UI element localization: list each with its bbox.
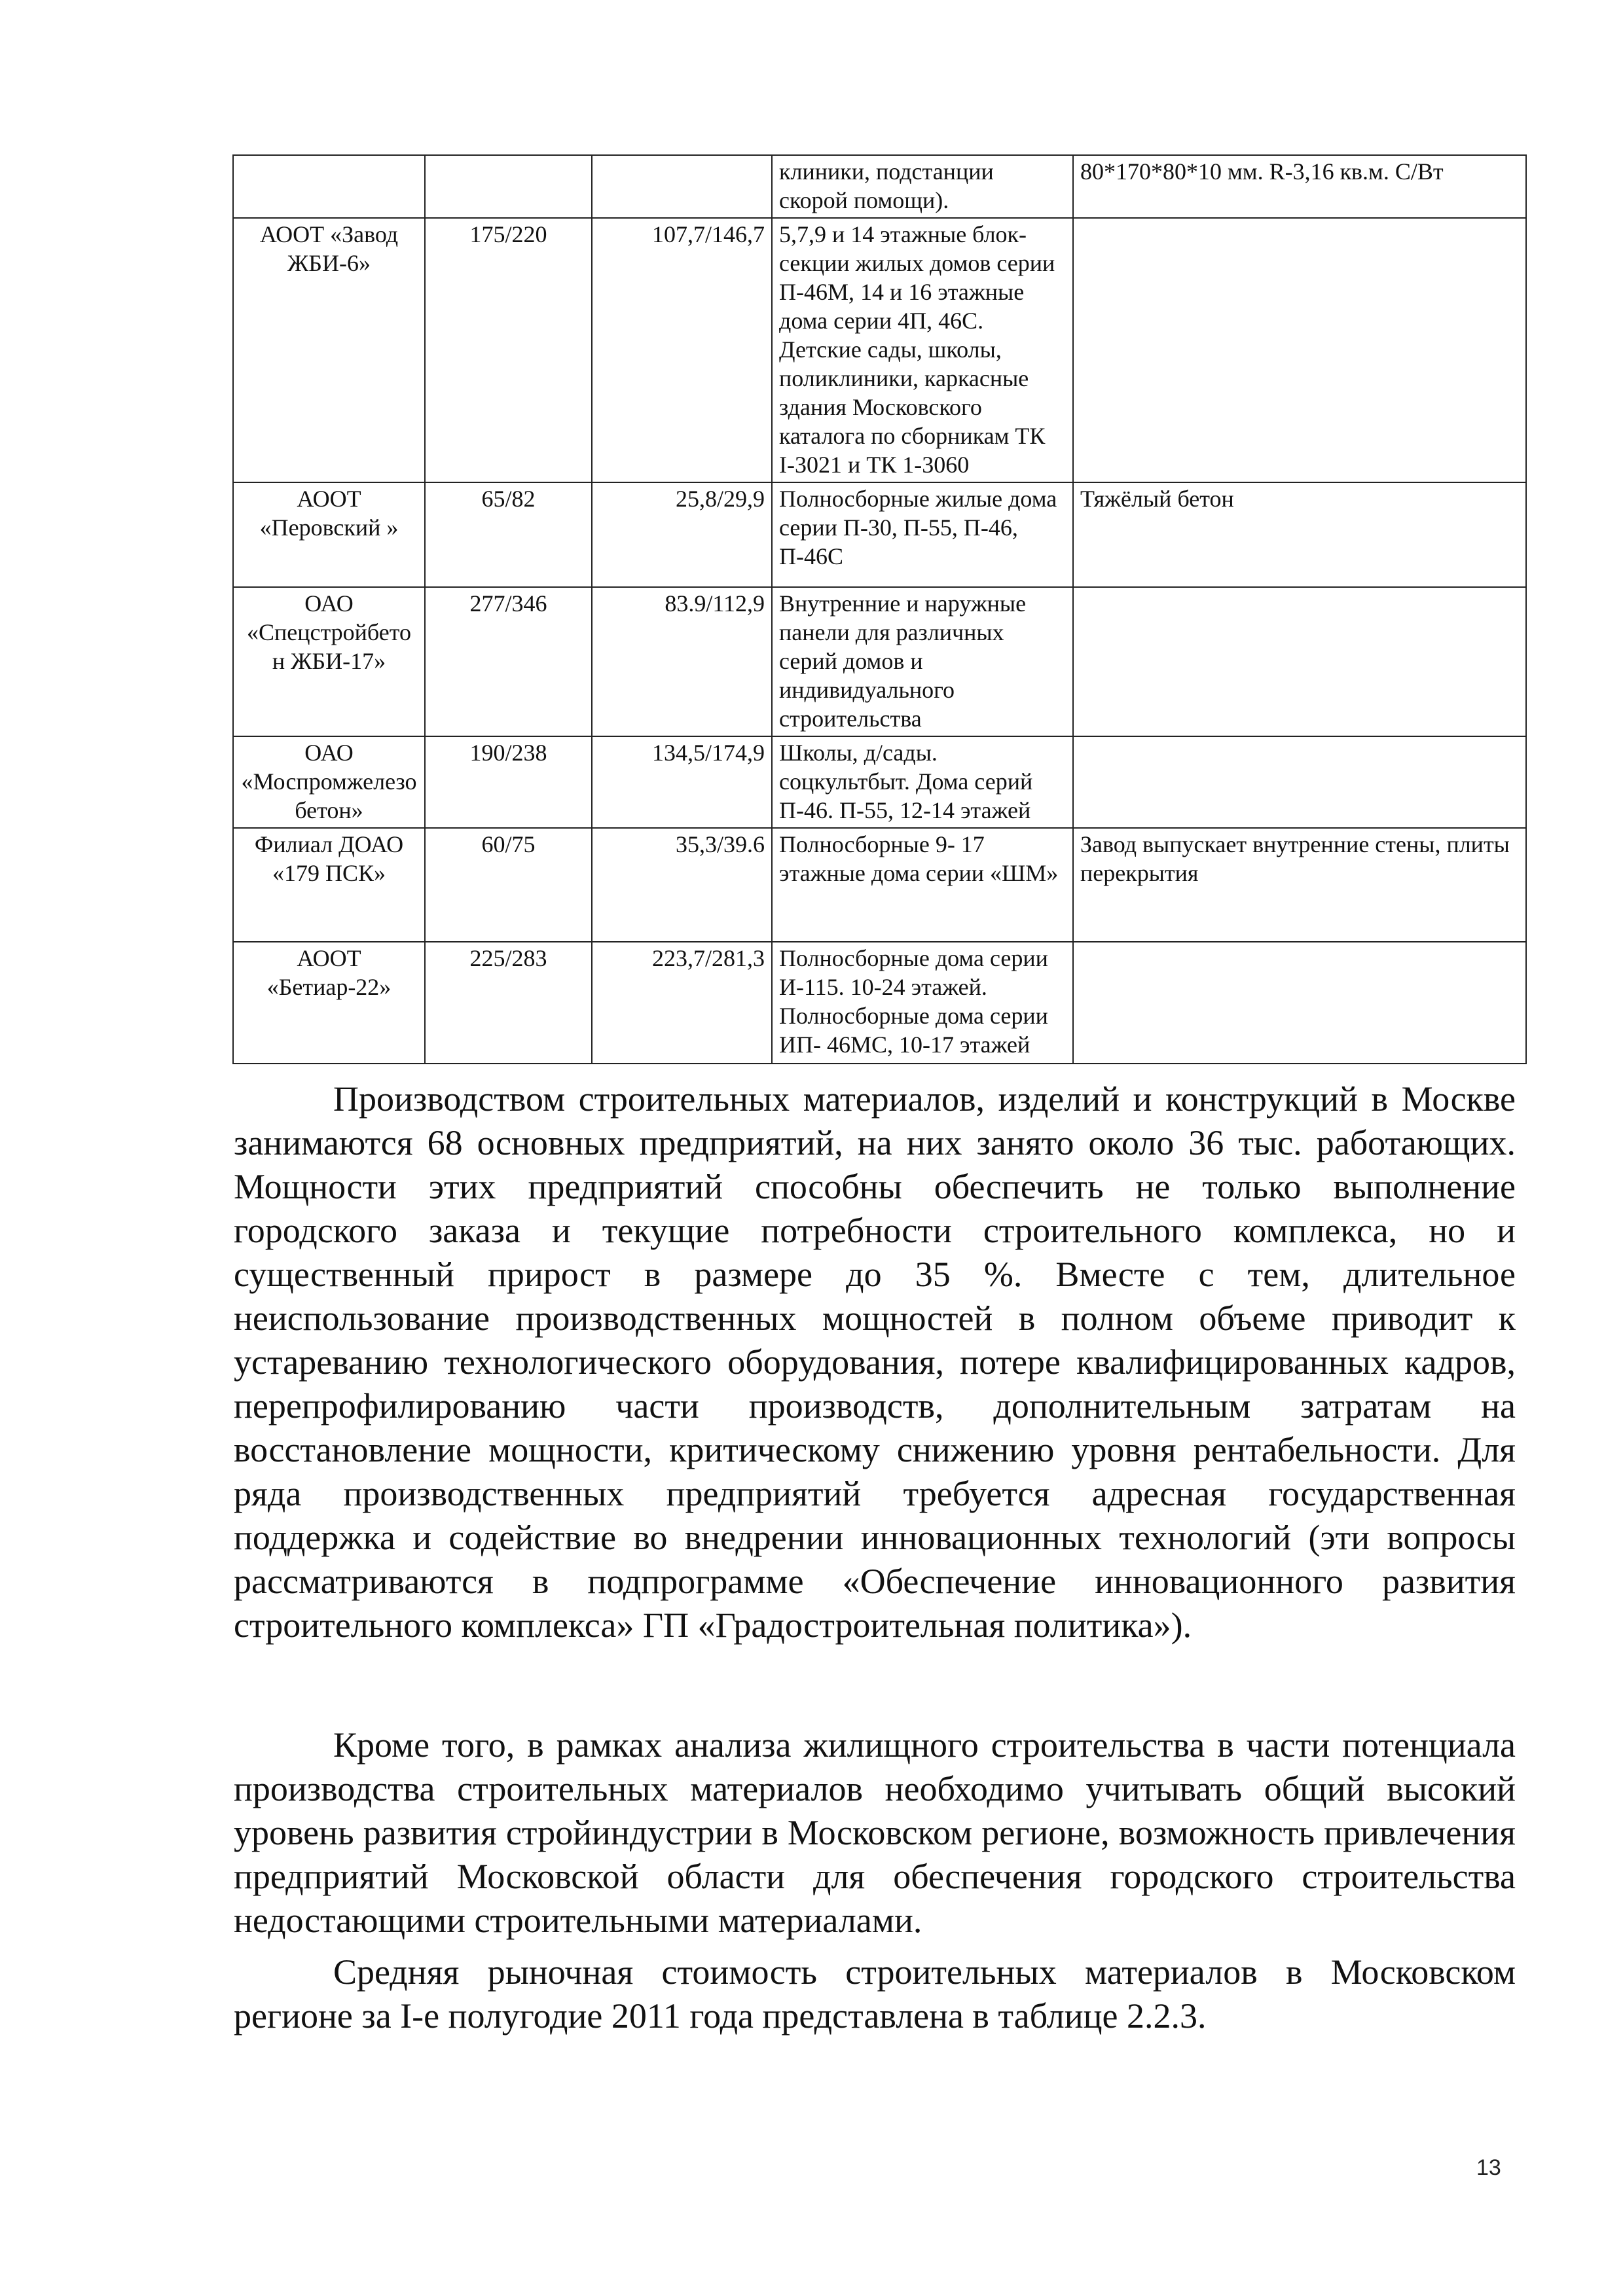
volume-cell: 35,3/39.6	[592, 828, 772, 942]
products-cell: Школы, д/сады. соцкультбыт. Дома серий П-46. П-55, 12-14 этажей	[772, 736, 1073, 828]
page-number: 13	[1476, 2155, 1501, 2180]
volume-cell: 25,8/29,9	[592, 482, 772, 587]
enterprise-name-cell: АООТ «Завод ЖБИ-6»	[233, 218, 425, 482]
capacity-cell: 190/238	[425, 736, 592, 828]
paragraph-text: Производством строительных материалов, изделий и конструкций в Москве занимаются 68 основных предприятий, на них занято около 36 тыс. работающих. Мощности этих предприятий способны обеспечить не только выполнение городского заказа и текущие потребности строительного комплекса, но и существенный прирост в размере до 35 %. Вместе с тем, длительное неиспользование производственных мощностей в полном объеме приводит к устареванию технологического оборудования, потере квалифицированных кадров, перепрофилированию части производств, дополнительным затратам на восстановление мощности, критическому снижению уровня рентабельности. Для ряда производственных предприятий требуется адресная государственная поддержка и содействие во внедрении инновационных технологий (эти вопросы рассматриваются в подпрограмме «Обеспечение инновационного развития строительного комплекса» ГП «Градостроительная политика»).	[234, 1079, 1516, 1645]
notes-cell: Завод выпускает внутренние стены, плиты перекрытия	[1073, 828, 1526, 942]
enterprises-table	[232, 154, 1527, 1064]
capacity-cell: 60/75	[425, 828, 592, 942]
volume-cell: 223,7/281,3	[592, 942, 772, 1064]
notes-cell	[1073, 587, 1526, 736]
notes-cell	[1073, 736, 1526, 828]
volume-cell	[592, 155, 772, 218]
paragraph-market-price-reference	[234, 1950, 1516, 2038]
enterprise-name-cell: АООТ «Бетиар-22»	[233, 942, 425, 1064]
table-row	[233, 828, 1526, 942]
table-row	[233, 587, 1526, 736]
volume-cell: 134,5/174,9	[592, 736, 772, 828]
enterprise-name-cell: Филиал ДОАО «179 ПСК»	[233, 828, 425, 942]
products-cell: 5,7,9 и 14 этажные блок-секции жилых домов серии П-46М, 14 и 16 этажные дома серии 4П, 46С. Детские сады, школы, поликлиники, каркасные здания Московского каталога по сборникам ТК I-3021 и ТК 1-3060	[772, 218, 1073, 482]
notes-cell: 80*170*80*10 мм. R-3,16 кв.м. С/Вт	[1073, 155, 1526, 218]
capacity-cell: 65/82	[425, 482, 592, 587]
capacity-cell	[425, 155, 592, 218]
table-row	[233, 942, 1526, 1064]
products-cell: Полносборные жилые дома серии П-30, П-55, П-46, П-46С	[772, 482, 1073, 587]
volume-cell: 83.9/112,9	[592, 587, 772, 736]
paragraph-production-capacity	[234, 1077, 1516, 1647]
table-row	[233, 218, 1526, 482]
enterprise-name-cell: АООТ «Перовский »	[233, 482, 425, 587]
volume-cell: 107,7/146,7	[592, 218, 772, 482]
paragraph-regional-industry	[234, 1723, 1516, 1943]
enterprise-name-cell	[233, 155, 425, 218]
capacity-cell: 277/346	[425, 587, 592, 736]
enterprise-name-cell: ОАО «Моспромжелезобетон»	[233, 736, 425, 828]
enterprise-name-cell: ОАО «Спецстройбето н ЖБИ-17»	[233, 587, 425, 736]
notes-cell	[1073, 942, 1526, 1064]
notes-cell	[1073, 218, 1526, 482]
table-row	[233, 155, 1526, 218]
paragraph-text: Кроме того, в рамках анализа жилищного строительства в части потенциала производства строительных материалов необходимо учитывать общий высокий уровень развития стройиндустрии в Московском регионе, возможность привлечения предприятий Московской области для обеспечения городского строительства недостающими строительными материалами.	[234, 1725, 1516, 1940]
table-row	[233, 736, 1526, 828]
paragraph-text: Средняя рыночная стоимость строительных материалов в Московском регионе за I-е полугодие 2011 года представлена в таблице 2.2.3.	[234, 1952, 1516, 2036]
capacity-cell: 175/220	[425, 218, 592, 482]
products-cell: клиники, подстанции скорой помощи).	[772, 155, 1073, 218]
table-row	[233, 482, 1526, 587]
products-cell: Полносборные дома серии И-115. 10-24 этажей. Полносборные дома серии ИП- 46МС, 10-17 этажей	[772, 942, 1073, 1064]
products-cell: Внутренние и наружные панели для различных серий домов и индивидуального строительства	[772, 587, 1073, 736]
products-cell: Полносборные 9- 17 этажные дома серии «ШМ»	[772, 828, 1073, 942]
notes-cell: Тяжёлый бетон	[1073, 482, 1526, 587]
capacity-cell: 225/283	[425, 942, 592, 1064]
